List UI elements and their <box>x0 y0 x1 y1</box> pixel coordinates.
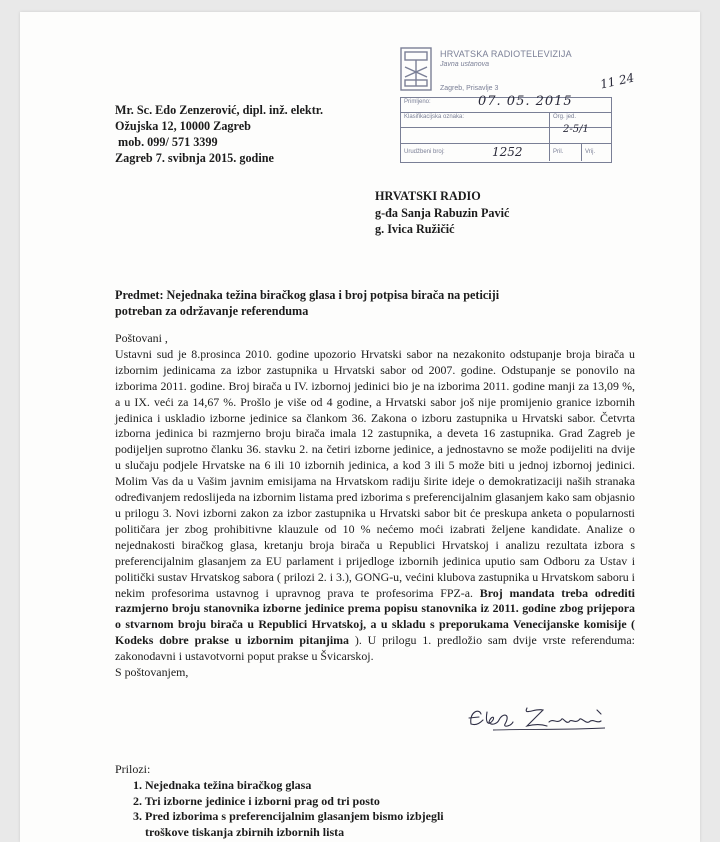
stamp-divider <box>581 143 582 161</box>
body-text-bold: Broj mandata treba odrediti razmjerno broju stanovnika izborne jedinice prema popisu stanovnika iz 2011. godine zbog prijepora o stvarnom broju birača u Republici Hrvatskoj, a u skladu s preporukama Venecijanske komisije ( Kodeks dobre prakse u izbornim pitanjima <box>115 585 635 648</box>
recipient-line2: g-đa Sanja Rabuzin Pavić <box>375 205 510 220</box>
letter-body <box>115 331 635 681</box>
sender-date: Zagreb 7. svibnja 2015. godine <box>115 151 274 165</box>
salutation: Poštovani , <box>115 331 168 345</box>
letter-page <box>20 12 700 842</box>
handwritten-signature <box>465 702 615 734</box>
sender-name: Mr. Sc. Edo Zenzerović, dipl. inž. elektr. <box>115 103 324 117</box>
recipient-line1: HRVATSKI RADIO <box>375 189 481 203</box>
recipient-line3: g. Ivica Ružičić <box>375 222 455 236</box>
stamp-reg-number: 1252 <box>492 145 523 159</box>
stamp-org-unit-label: Org. jed. <box>553 114 577 120</box>
attachment-item: 3. Pred izborima s preferencijalnim glasanjem bismo izbjegli troškove tiskanja zbirnih izbornih lista <box>133 809 444 839</box>
stamp-class-label: Klasifikacijska oznaka: <box>404 114 465 120</box>
sender-phone: mob. 099/ 571 3399 <box>115 135 218 149</box>
sender-address: Ožujska 12, 10000 Zagreb <box>115 119 251 133</box>
body-text-main: Ustavni sud je 8.prosinca 2010. godine upozorio Hrvatski sabor na nezakonito odstupanje broja birača u izbornim jedinicama za izbor zastupnika u Hrvatski sabor od 2007. godine. Odstupanje se ponovilo na izborima 2011. godine. Broj birača u IV. izbornoj jedinici bio je na izborima 2011. godine manji za 13,09 %, a u IX. veći za 14,67 %. Prošlo je više od 4 godine, a Hrvatski sabor još nije promijenio granice izbornih jedinica i uskladio izborne jedinice sa člankom 36. Zakona o izboru zastupnika u Hrvatski sabor. Četvrta izborna jedinica bi razmjerno broju birača imala 12 zastupnika, a deveta 16 zastupnika. Grad Zagreb je podijeljen suprotno članku 36. stavku 2. na četiri izborne jedinice, a jednostavno se može podijeliti na dvije u slučaju podjele Hrvatske na 6 ili 10 izbornih jedinica, a kod 3 ili 5 može biti u jednoj izbornoj jedinici. Molim Vas da u Vašim javnim emisijama na Hrvatskom radiju širite ideje o demokratizaciji naših stranaka određivanjem redoslijeda na izbornim listama pred izborima s preferencijalnim glasanjem kako sam objasnio u prilogu 3. Novi izborni zakon za izbor zastupnika u Hrvatski sabor bit će preskupa anketa o popularnosti političara jer zbog prohibitivne klauzule od 10 % nećemo moći izabrati željene kandidate. Analize o nejednakosti biračkog glasa, kretanju broja birača u Republici Hrvatskoj i analizu rezultata izbora s preferencijalnim glasanjem za EU parlament i prijedloge izbornih jedinica uputio sam Odboru za Ustav i politički sustav Hrvatskog sabora ( prilozi 2. i 3.), GONG-u, većini klubova zastupnika u Hrvatskom saboru i nekim profesorima ustavnog i upravnog prava te profesorima FPZ-a. <box>115 346 635 600</box>
recipient-block <box>375 188 509 238</box>
registry-stamp <box>400 47 612 175</box>
attachment-item: 1. Nejednaka težina biračkog glasa <box>133 778 312 792</box>
body-text-end: ). U prilogu 1. predložio sam dvije vrste referenduma: zakonodavni i ustavotvorni poput prakse u Švicarskoj. <box>115 633 635 664</box>
stamp-address: Zagreb, Prisavlje 3 <box>440 85 499 92</box>
hrt-logo-icon <box>400 47 432 91</box>
attachments-label: Prilozi: <box>115 762 151 776</box>
attachments-list <box>133 778 475 840</box>
sender-block <box>115 102 323 166</box>
closing: S poštovanjem, <box>115 665 189 680</box>
stamp-org-unit-value: 2-5/1 <box>563 124 589 135</box>
stamp-reg-label: Urudžbeni broj: <box>404 149 445 155</box>
stamp-org: HRVATSKA RADIOTELEVIZIJA <box>440 49 572 59</box>
stamp-value-label: Vrij. <box>585 149 596 155</box>
corner-note: 11 24 <box>598 70 636 92</box>
subject-line: Predmet: Nejednaka težina biračkog glasa i broj potpisa birača na peticiji potreban za održavanje referenduma <box>115 288 500 318</box>
stamp-received-label: Primljeno: <box>404 99 431 105</box>
attachment-item: 2. Tri izborne jedinice i izborni prag od tri posto <box>133 793 380 808</box>
stamp-received-date: 07. 05. 2015 <box>478 94 573 109</box>
stamp-subtitle: Javna ustanova <box>440 61 490 68</box>
stamp-divider <box>549 113 550 161</box>
stamp-attach-label: Pril. <box>553 149 564 155</box>
body-paragraph <box>115 347 635 665</box>
